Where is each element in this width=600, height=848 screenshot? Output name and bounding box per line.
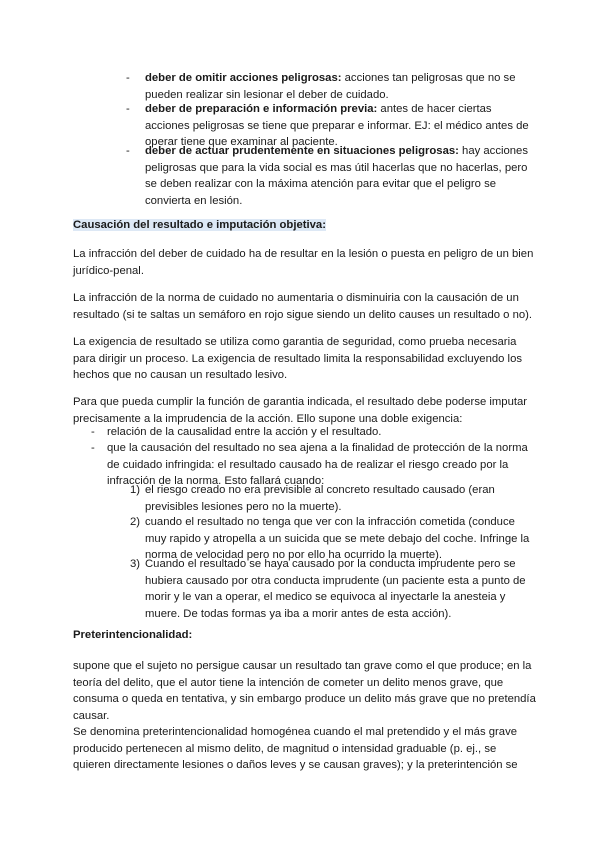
item-bold-label: deber de omitir acciones peligrosas: (145, 72, 342, 84)
section-heading-preterintentionality: Preterintencionalidad: (73, 629, 193, 641)
document-page: - deber de omitir acciones peligrosas: acciones tan peligrosas que no se pueden realizar sin lesionar el deber de cuidado. - deber de preparación e información previa: antes de hacer ciertas acciones peligrosas se tiene que preparar e informar. EJ: el médico antes de operar tiene que examinar al paciente. - deber de actuar prudentemente en situaciones peligrosas: hay acciones peligrosas que para la vida social es mas útil hacerlas que no hacerlas, pero se deben realizar con la máxima atención para evitar que el peligro se convierta en lesión. Causación del resultado e imputación objetiva: La infracción del deber de cuidado ha de resultar en la lesión o puesta en peligro de un bien jurídico-penal. La infracción de la norma de cuidado no aumentaria o disminuiria con la causación de un resultado (si te saltas un semáforo en rojo sigue siendo un delito causes un resultado o no). La exigencia de resultado se utiliza como garantia de seguridad, como prueba necesaria para dirigir un proceso. La exigencia de resultado limita la responsabilidad excluyendo los hechos que no causan un resultado lesivo. Para que pueda cumplir la función de garantia indicada, el resultado debe poderse imputar precisamente a la imprudencia de la acción. Ello supone una doble exigencia: - relación de la causalidad entre la acción y el resultado. - que la causación del resultado no sea ajena a la finalidad de protección de la norma de cuidado infringida: el resultado causado ha de realizar el riesgo creado por la infracción de la norma. Esto fallará cuando: 1) el riesgo creado no era previsible al concreto resultado causado (eran previsibles lesiones pero no la muerte). 2) cuando el resultado no tenga que ver con la infracción cometida (conduce muy rapido y atropella a un suicida que se mete debajo del coche. Infringe la norma de velocidad pero no por ello ha ocurrido la muerte). 3) Cuando el resultado se haya causado por la conducta imprudente pero se hubiera causado por otra conducta imprudente (un paciente esta a punto de morir y le van a operar, el medico se equivoca al inyectarle la anesteia y muere. De todas formas ya iba a morir antes de esta acción). Preterintencionalidad: supone que el sujeto no persigue causar un resultado tan grave como el que produce; en la teoría del delito, que el autor tiene la intención de cometer un delito menos grave, que consuma o queda en tentativa, y sin embargo produce un delito más grave que no pretendía causar. Se denomina preterintencionalidad homogénea cuando el mal pretendido y el más grave producido pertenecen al mismo delito, de magnitud o intensidad graduable (p. ej., se quieren directamente lesiones o daños leves y se causan graves); y la preterintención se (0, 0, 600, 848)
item-number: 2) (129, 516, 140, 528)
dash-bullet: - (91, 442, 95, 454)
paragraph: Se denomina preterintencionalidad homogénea cuando el mal pretendido y el más grave producido pertenecen al mismo delito, de magnitud o intensidad graduable (p. ej., se quieren directamente lesiones o daños leves y se causan graves); y la preterintención se (73, 726, 518, 771)
paragraph: La infracción de la norma de cuidado no aumentaria o disminuiria con la causación de un resultado (si te saltas un semáforo en rojo sigue siendo un delito causes un resultado o no). (73, 292, 533, 321)
paragraph: La infracción del deber de cuidado ha de resultar en la lesión o puesta en peligro de un bien jurídico-penal. (73, 248, 534, 277)
paragraph: La exigencia de resultado se utiliza como garantia de seguridad, como prueba necesaria para dirigir un proceso. La exigencia de resultado limita la responsabilidad excluyendo los hechos que no causan un resultado lesivo. (73, 336, 523, 381)
item-bold-label: deber de actuar prudentemente en situaciones peligrosas: (145, 145, 459, 157)
item-bold-label: deber de preparación e información previa: (145, 103, 378, 115)
item-number: 1) (129, 484, 140, 496)
dash-bullet: - (126, 72, 130, 84)
paragraph: Para que pueda cumplir la función de garantia indicada, el resultado debe poderse imputar precisamente a la imprudencia de la acción. Ello supone una doble exigencia: (73, 396, 528, 425)
item-number: 3) (129, 558, 140, 570)
dash-bullet: - (91, 426, 95, 438)
dash-bullet: - (126, 145, 130, 157)
dash-bullet: - (126, 103, 130, 115)
paragraph: supone que el sujeto no persigue causar un resultado tan grave como el que produce; en la teoría del delito, que el autor tiene la intención de cometer un delito menos grave, que consuma o queda en tentativa, y sin embargo produce un delito más grave que no pretendía causar. (73, 660, 536, 722)
section-heading-causation: Causación del resultado e imputación objetiva: (73, 219, 326, 231)
